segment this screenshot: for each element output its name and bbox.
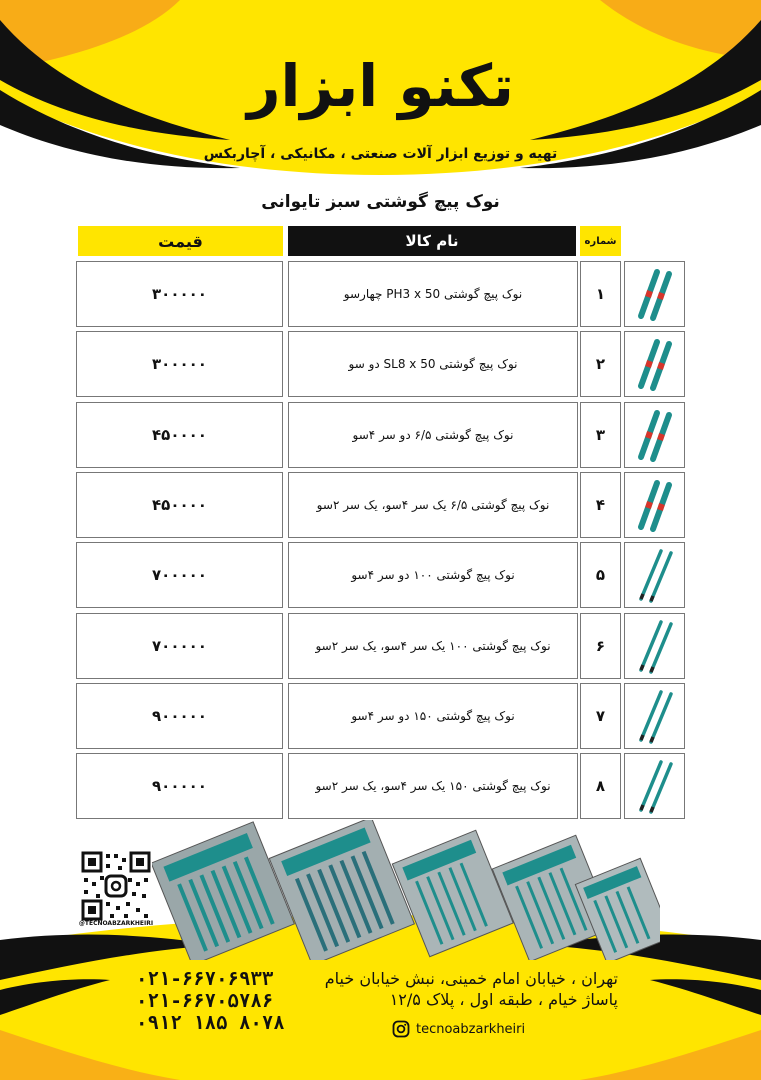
tagline: تهیه و توزیع ابزار آلات صنعتی ، مکانیکی ، آچاربکس — [203, 146, 558, 162]
price-cell: ۹۰۰۰۰۰ — [76, 683, 283, 749]
product-image-cell — [624, 261, 685, 327]
row-number-cell: ۳ — [580, 402, 621, 468]
product-name-cell: نوک پیچ گوشتی SL8 x 50 دو سو — [288, 331, 578, 397]
address-line: تهران ، خیابان امام خمینی، نبش خیابان خیام — [324, 969, 618, 988]
column-header-number: شماره — [580, 226, 621, 256]
phone-number: ۰۲۱-۶۶۷۰۶۹۳۳ — [136, 968, 274, 990]
phone-number: ۰۹۱۲ ۱۸۵ ۸۰۷۸ — [136, 1012, 285, 1034]
qr-code-icon — [80, 850, 152, 922]
price-cell: ۴۵۰۰۰۰ — [76, 402, 283, 468]
product-name-cell: نوک پیچ گوشتی ۶/۵ دو سر ۴سو — [288, 402, 578, 468]
product-image-cell — [624, 331, 685, 397]
address — [318, 968, 618, 1010]
screwdriver-bit-icon — [627, 616, 682, 676]
row-number-cell: ۴ — [580, 472, 621, 538]
product-image-cell — [624, 542, 685, 608]
product-name-cell: نوک پیچ گوشتی PH3 x 50 چهارسو — [288, 261, 578, 327]
product-name-cell: نوک پیچ گوشتی ۱۵۰ دو سر ۴سو — [288, 683, 578, 749]
price-cell: ۷۰۰۰۰۰ — [76, 613, 283, 679]
column-header-name: نام کالا — [288, 226, 576, 256]
page-title: نوک پیچ گوشتی سبز تایوانی — [261, 192, 500, 212]
phone-number: ۰۲۱-۶۶۷۰۵۷۸۶ — [136, 990, 274, 1012]
product-packs-image — [140, 820, 660, 960]
instagram-icon — [392, 1020, 410, 1038]
product-image-cell — [624, 683, 685, 749]
price-cell: ۴۵۰۰۰۰ — [76, 472, 283, 538]
screwdriver-bit-icon — [627, 686, 682, 746]
qr-label: @TECNOABZARKHEIRI — [78, 920, 154, 927]
address-line: پاساژ خیام ، طبقه اول ، پلاک ۱۲/۵ — [389, 990, 618, 1009]
screwdriver-bit-icon — [627, 264, 682, 324]
screwdriver-bit-icon — [627, 545, 682, 605]
product-name-cell: نوک پیچ گوشتی ۱۰۰ یک سر ۴سو، یک سر ۲سو — [288, 613, 578, 679]
price-cell: ۹۰۰۰۰۰ — [76, 753, 283, 819]
product-image-cell — [624, 472, 685, 538]
row-number-cell: ۵ — [580, 542, 621, 608]
product-image-cell — [624, 753, 685, 819]
product-image-cell — [624, 402, 685, 468]
instagram-handle-text: tecnoabzarkheiri — [416, 1021, 526, 1037]
product-name-cell: نوک پیچ گوشتی ۶/۵ یک سر ۴سو، یک سر ۲سو — [288, 472, 578, 538]
product-name-cell: نوک پیچ گوشتی ۱۰۰ دو سر ۴سو — [288, 542, 578, 608]
screwdriver-bit-icon — [627, 334, 682, 394]
screwdriver-bit-icon — [627, 756, 682, 816]
column-header-price: قیمت — [78, 226, 283, 256]
row-number-cell: ۸ — [580, 753, 621, 819]
screwdriver-bit-icon — [627, 475, 682, 535]
screwdriver-bit-icon — [627, 405, 682, 465]
brand-logo-text: تکنو ابزار — [247, 52, 514, 120]
product-name-cell: نوک پیچ گوشتی ۱۵۰ یک سر ۴سو، یک سر ۲سو — [288, 753, 578, 819]
row-number-cell: ۷ — [580, 683, 621, 749]
phone-numbers — [136, 968, 296, 1034]
row-number-cell: ۶ — [580, 613, 621, 679]
row-number-cell: ۱ — [580, 261, 621, 327]
row-number-cell: ۲ — [580, 331, 621, 397]
price-cell: ۷۰۰۰۰۰ — [76, 542, 283, 608]
product-image-cell — [624, 613, 685, 679]
price-cell: ۳۰۰۰۰۰ — [76, 331, 283, 397]
price-cell: ۳۰۰۰۰۰ — [76, 261, 283, 327]
instagram-handle[interactable] — [392, 1020, 525, 1038]
